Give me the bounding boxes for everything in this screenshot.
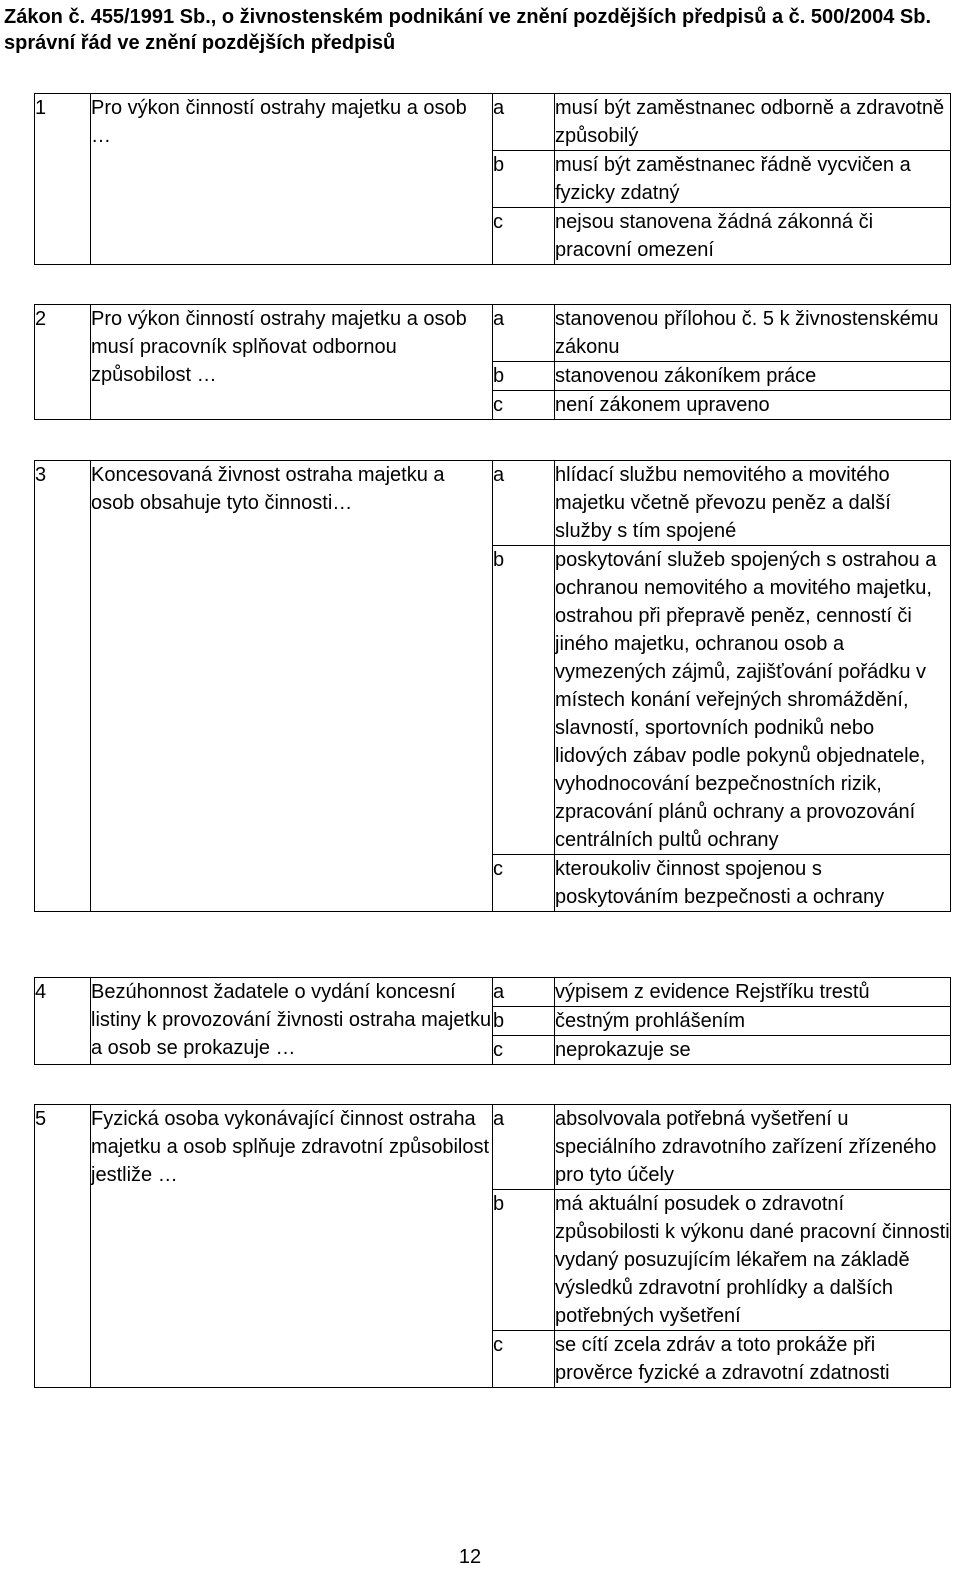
- document-header: [4, 4, 931, 56]
- question-number: 5: [35, 1105, 91, 1388]
- answer-text: hlídací službu nemovitého a movitého majetku včetně převozu peněz a další služby s tím spojené: [555, 461, 951, 546]
- question-table-4: [34, 977, 951, 1065]
- question-text: Fyzická osoba vykonávající činnost ostraha majetku a osob splňuje zdravotní způsobilost jestliže …: [91, 1105, 493, 1388]
- answer-row-a: [35, 461, 951, 546]
- answer-text: čestným prohlášením: [555, 1007, 951, 1036]
- question-text: Koncesovaná živnost ostraha majetku a osob obsahuje tyto činnosti…: [91, 461, 493, 912]
- question-text: Bezúhonnost žadatele o vydání koncesní listiny k provozování živnosti ostraha majetku a osob se prokazuje …: [91, 978, 493, 1065]
- question-text: Pro výkon činností ostrahy majetku a osob …: [91, 94, 493, 265]
- answer-letter: c: [493, 1036, 555, 1065]
- question-table-1: [34, 93, 951, 265]
- question-text: Pro výkon činností ostrahy majetku a osob musí pracovník splňovat odbornou způsobilost …: [91, 305, 493, 420]
- answer-letter: a: [493, 94, 555, 151]
- answer-letter: b: [493, 1007, 555, 1036]
- page-number: 12: [458, 1546, 482, 1568]
- header-line-1: Zákon č. 455/1991 Sb., o živnostenském podnikání ve znění pozdějších předpisů a č. 500/2004 Sb.: [4, 6, 932, 28]
- answer-text: neprokazuje se: [555, 1036, 951, 1065]
- answer-text: se cítí zcela zdráv a toto prokáže při prověrce fyzické a zdravotní zdatnosti: [555, 1331, 951, 1388]
- question-number: 2: [35, 305, 91, 420]
- answer-letter: b: [493, 151, 555, 208]
- question-number: 1: [35, 94, 91, 265]
- question-table-2: [34, 304, 951, 420]
- answer-letter: a: [493, 461, 555, 546]
- answer-letter: b: [493, 362, 555, 391]
- answer-letter: c: [493, 1331, 555, 1388]
- question-table-5: [34, 1104, 951, 1388]
- answer-text: stanovenou zákoníkem práce: [555, 362, 951, 391]
- answer-row-a: [35, 978, 951, 1007]
- answer-letter: c: [493, 855, 555, 912]
- answer-letter: b: [493, 1190, 555, 1331]
- answer-text: výpisem z evidence Rejstříku trestů: [555, 978, 951, 1007]
- answer-row-a: [35, 1105, 951, 1190]
- answer-letter: a: [493, 978, 555, 1007]
- question-number: 3: [35, 461, 91, 912]
- answer-text: má aktuální posudek o zdravotní způsobilosti k výkonu dané pracovní činnosti vydaný posuzujícím lékařem na základě výsledků zdravotní prohlídky a dalších potřebných vyšetření: [555, 1190, 951, 1331]
- answer-text: poskytování služeb spojených s ostrahou a ochranou nemovitého a movitého majetku, ostrahou při přepravě peněz, cenností či jiného majetku, ochranou osob a vymezených zájmů, zajišťování pořádku v místech konání veřejných shromáždění, slavností, sportovních podniků nebo lidových zábav podle pokynů objednatele, vyhodnocování bezpečnostních rizik, zpracování plánů ochrany a provozování centrálních pultů ochrany: [555, 546, 951, 855]
- answer-row-a: [35, 94, 951, 151]
- answer-letter: a: [493, 1105, 555, 1190]
- answer-letter: a: [493, 305, 555, 362]
- answer-text: není zákonem upraveno: [555, 391, 951, 420]
- question-table-3: [34, 460, 951, 912]
- answer-letter: b: [493, 546, 555, 855]
- header-line-2: správní řád ve znění pozdějších předpisů: [4, 32, 396, 54]
- answer-text: musí být zaměstnanec odborně a zdravotně způsobilý: [555, 94, 951, 151]
- answer-text: musí být zaměstnanec řádně vycvičen a fyzicky zdatný: [555, 151, 951, 208]
- answer-text: stanovenou přílohou č. 5 k živnostenskému zákonu: [555, 305, 951, 362]
- answer-text: kteroukoliv činnost spojenou s poskytováním bezpečnosti a ochrany: [555, 855, 951, 912]
- answer-text: absolvovala potřebná vyšetření u speciálního zdravotního zařízení zřízeného pro tyto účely: [555, 1105, 951, 1190]
- question-number: 4: [35, 978, 91, 1065]
- answer-row-a: [35, 305, 951, 362]
- answer-letter: c: [493, 208, 555, 265]
- answer-letter: c: [493, 391, 555, 420]
- answer-text: nejsou stanovena žádná zákonná či pracovní omezení: [555, 208, 951, 265]
